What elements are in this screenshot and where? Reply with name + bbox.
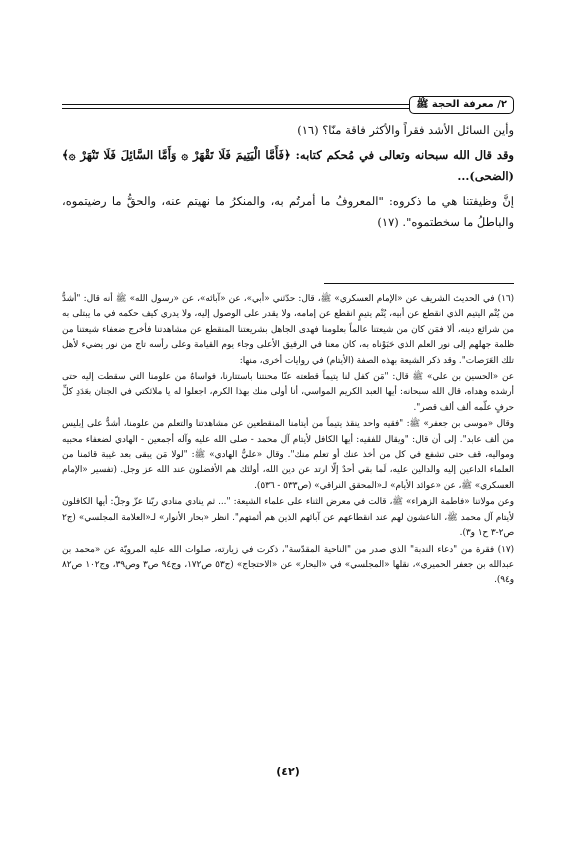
main-paragraph: وقد قال الله سبحانه وتعالى في مُحكم كتابه: ﴿فَأَمَّا الْيَتِيمَ فَلَا تَقْهَرْ ۞ وَأَمَّا السَّائِلَ فَلَا تَنْهَرْ ۞﴾ (الضحى)... <box>62 148 514 183</box>
footnote-paragraph: (١٦) في الحديث الشريف عن «الإمام العسكري» ﷺ، قال: حدّثني «أبي»، عن «آبائه»، عن «رسول الله» ﷺ أنه قال: "أشدُّ من يُتْم اليتيم الذي انقطع عن أبيه، يُتْم يتيمٍ انقطع عن إمامه، ولا يقدر على الوصول إليه، ولا يدري كيف حكمه في ما يبتلى به من شرائع دينه، ألا فمَن كان من شيعتنا عالماً بعلومنا فهدى الجاهل بشريعتنا المنقطع عن مشاهدتنا فأخرج ضعفاء شيعتنا من ظلمة جهلهم إلى نور العلم الذي حَبَوْناه به، كان معنا في الرفيق الأعلى وجاء يوم القيامة وعلى رأسه تاج من نور يضيء لأهل تلك العَرَصات". وقد ذكر الشيعة بهذه الصفة (الأيتام) في روايات أخرى، منها: <box>62 294 514 366</box>
running-header: ٢/ معرفة الحجة ﷺ <box>409 96 514 114</box>
footnote-paragraph: (١٧) فقرة من "دعاء الندبة" الذي صدر من "الناحية المقدّسة"، ذكرت في زيارته، صلوات الله عليه المرويّة عن «محمد بن عبدالله بن جعفر الحميري»، نقلها «المجلسي» في «البحار» عن «الاحتجاج» (ج٥٣ ص١٧٢، وج٩٤ ص٣ وص٣٩، وج١٠٢ ص٨٢ و٩٤). <box>62 544 515 586</box>
page-number: (٤٢) <box>276 765 300 778</box>
footnote-paragraph: وقال «موسى بن جعفر» ﷺ: "فقيه واحد ينقذ يتيماً من أيتامنا المنقطعين عن مشاهدتنا والتعلم من علومنا، أشدُّ على إبليس من ألف عابد". إلى أن قال: "ويقال للفقيه: أيها الكافل لأيتام آل محمد - صلى الله عليه وآله أجمعين - الهادي لضعفاء محبيه ومواليه، قف حتى تشفع في كل من أخذ عنك أو تعلم منك". وقال «عليُّ الهادي» ﷺ: "لولا مَن يبقى بعد غيبة قائمنا من العلماء الداعين إليه والدالين عليه، لَما بقي أحدٌ إلّا ارتد عن دين الله، أولئك هم الأفضلون عند الله عز وجل. (تفسير «الإمام العسكري» ﷺ، عن «عوائد الأيام» لـ«المحقق النراقي» (ص٥٣٣ - ٥٣٦). <box>62 419 514 491</box>
main-text <box>62 120 514 237</box>
footnote-separator <box>324 283 514 284</box>
footnotes <box>62 292 514 590</box>
main-paragraph: إنَّ وظيفتنا هي ما ذكروه: "المعروفُ ما أمرتُم به، والمنكرُ ما نهيتم عنه، والحقُّ ما رضيتموه، والباطلُ ما سخطتموه". (١٧) <box>62 194 514 229</box>
footnote-paragraph: عن «الحسين بن علي» ﷺ قال: "مَن كفل لنا يتيماً قطعته عنّا محنتنا باستتارنا، فواساهُ من علومنا التي سقطت إليه حتى أرشده وهداه، قال الله سبحانه: أيها العبد الكريم المواسي، أنا أولى منك بهذا الكرم، اجعلوا له يا ملائكتي في الجنان بعَدَدِ كلِّ حرفٍ علّمه ألف ألف قصر". <box>62 372 514 413</box>
main-paragraph: وأين السائل الأشد فقراً والأكثر فاقة منّا؟ (١٦) <box>297 123 514 137</box>
footnote-paragraph: وعن مولاتنا «فاطمة الزهراء» ﷺ، قالت في معرض الثناء على علماء الشيعة: "... ثم ينادي منادي ربّنا عزّ وجلّ: أيها الكافلون لأيتام آل محمد ﷺ، الناعشون لهم عند انقطاعهم عن آبائهم الذين هم أئمتهم". انظر «بحار الأنوار» لـ«العلامة المجلسي» (ج٢ ص٢-٣ ح١ و٣). <box>62 497 514 539</box>
